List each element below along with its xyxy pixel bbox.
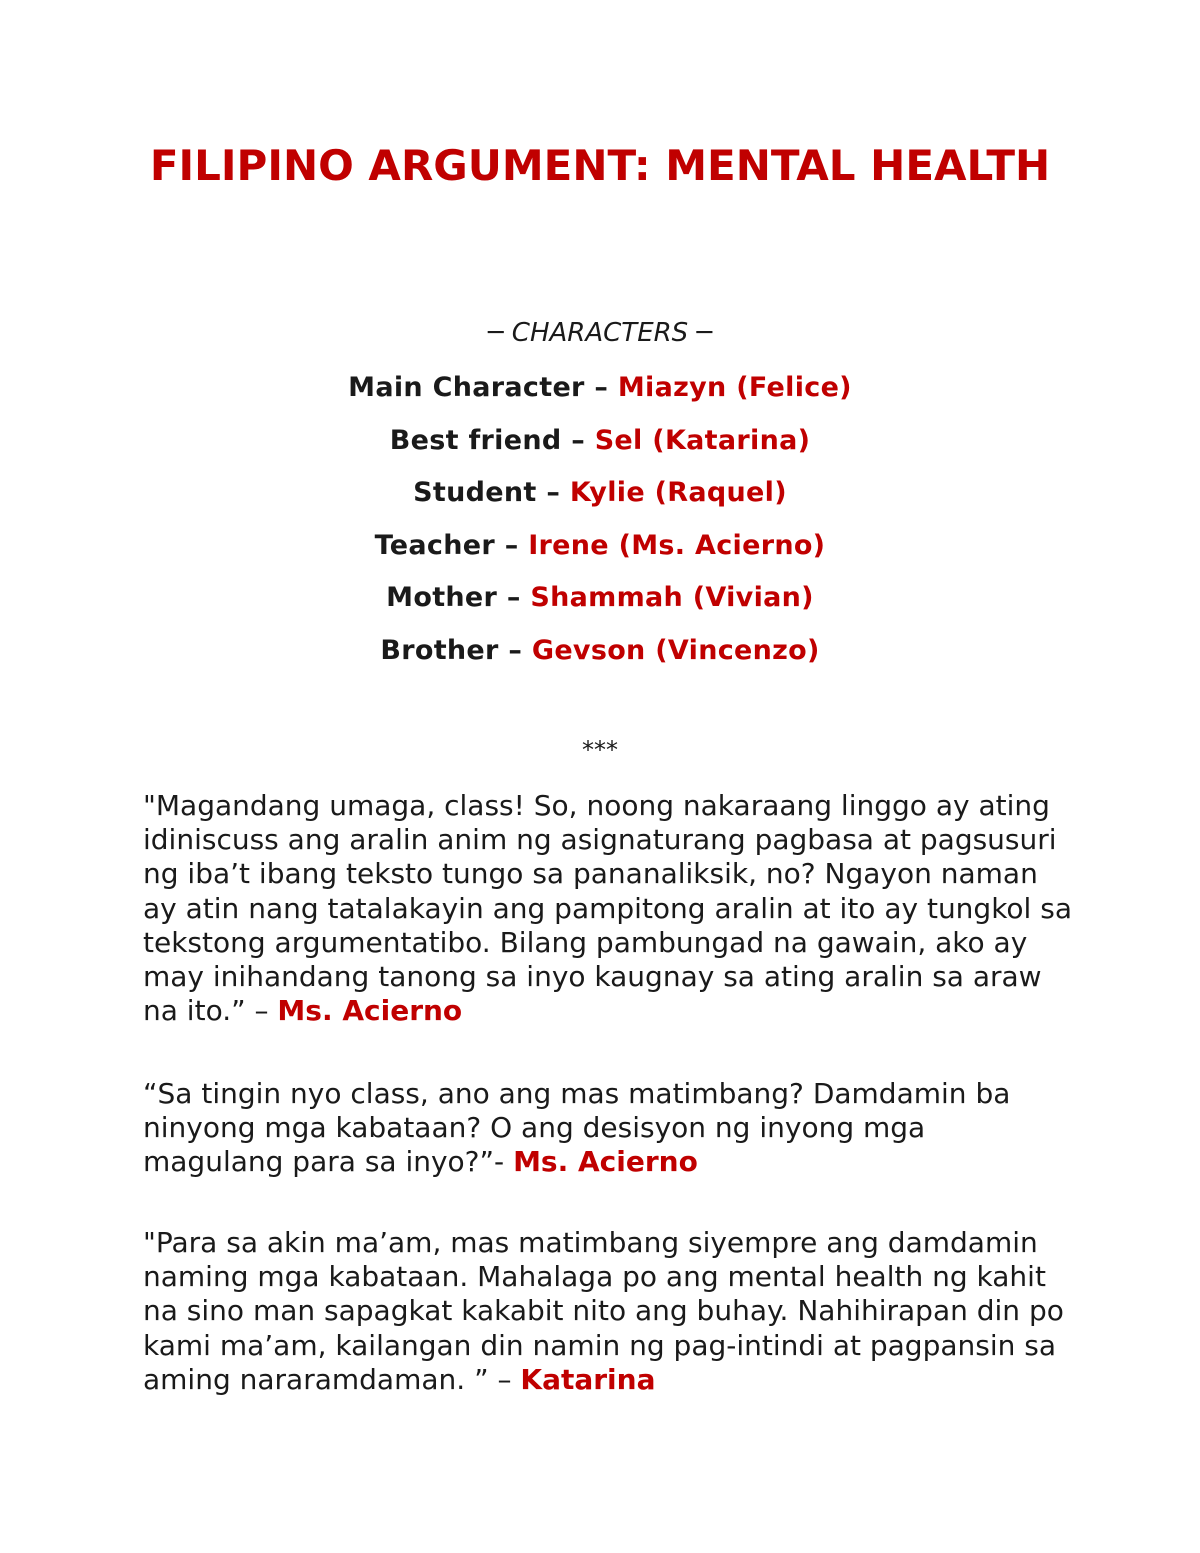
characters-list: [100, 370, 1100, 686]
character-name: Gevson (Vincenzo): [531, 634, 820, 666]
dialogue-paragraph: [143, 1226, 1073, 1397]
section-separator: ***: [582, 736, 618, 764]
character-role: Brother: [380, 634, 499, 666]
character-name: Miazyn (Felice): [617, 372, 852, 403]
character-dash: –: [546, 477, 570, 509]
dialogue-text: "Magandang umaga, class! So, noong nakaraang linggo ay ating idiniscuss ang aralin anim ng asignaturang pagbasa at pagsusuri ng iba’t ibang teksto tungo sa pananaliksik, no? Ngayon naman ay atin nang tatalakayin ang pampitong aralin at ito ay tungkol sa tekstong argumentatibo. Bilang pambungad na gawain, ako ay may inihandang tanong sa inyo kaugnay sa ating aralin sa araw na ito.” –: [143, 789, 1072, 1028]
character-dash: –: [506, 582, 531, 614]
character-role: Main Character: [348, 372, 585, 403]
dialogue-paragraph: [143, 1077, 1073, 1180]
character-name: Kylie (Raquel): [569, 477, 787, 509]
character-name: Shammah (Vivian): [530, 582, 814, 614]
dialogue-text: “Sa tingin nyo class, ano ang mas matimbang? Damdamin ba ninyong mga kabataan? O ang desisyon ng inyong mga magulang para sa inyo?”-: [143, 1077, 1011, 1179]
characters-heading: ─ CHARACTERS ─: [487, 318, 713, 348]
character-dash: –: [504, 529, 529, 561]
character-row: [100, 633, 1100, 686]
character-dash: –: [508, 634, 532, 666]
document-title: FILIPINO ARGUMENT: MENTAL HEALTH: [149, 141, 1051, 190]
character-name: Sel (Katarina): [594, 424, 811, 456]
character-role: Teacher: [374, 529, 495, 561]
speaker-name: Ms. Acierno: [277, 994, 463, 1028]
character-row: [100, 370, 1100, 423]
character-dash: –: [594, 372, 618, 403]
speaker-name: Katarina: [520, 1362, 656, 1396]
character-dash: –: [571, 424, 595, 456]
character-row: [100, 423, 1100, 476]
character-row: [100, 475, 1100, 528]
character-role: Best friend: [389, 424, 562, 456]
speaker-name: Ms. Acierno: [513, 1145, 698, 1179]
dialogue-paragraph: [143, 789, 1073, 1028]
character-name: Irene (Ms. Acierno): [528, 529, 826, 561]
dialogue-text: "Para sa akin ma’am, mas matimbang siyempre ang damdamin naming mga kabataan. Mahalaga po ang mental health ng kahit na sino man sapagkat kakabit nito ang buhay. Nahihirapan din po kami ma’am, kailangan din namin ng pag-intindi at pagpansin sa aming nararamdaman. ” –: [143, 1226, 1064, 1396]
character-row: [100, 580, 1100, 633]
character-role: Student: [413, 477, 537, 509]
character-role: Mother: [386, 582, 498, 614]
character-row: [100, 528, 1100, 581]
